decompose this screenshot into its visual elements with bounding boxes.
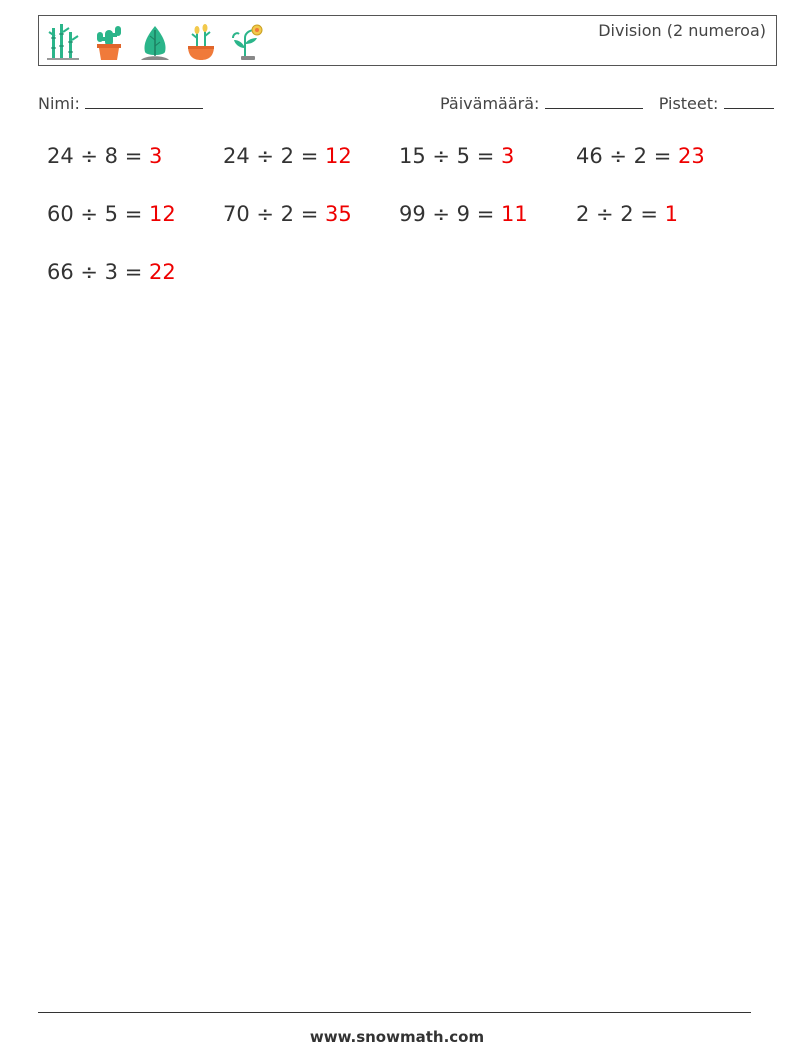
problem-answer: 35	[324, 202, 352, 226]
problem-question: 46 ÷ 2 =	[576, 144, 678, 168]
problem-grid	[47, 144, 767, 318]
problem-answer: 3	[500, 144, 515, 168]
flower-icon	[229, 22, 265, 62]
name-field	[38, 93, 203, 113]
problem	[399, 202, 528, 226]
name-line[interactable]	[85, 93, 203, 109]
problem-answer: 1	[664, 202, 678, 226]
footer-divider	[38, 1012, 751, 1013]
problem-row	[47, 202, 767, 260]
problem-row	[47, 144, 767, 202]
problem	[223, 144, 352, 168]
problem	[47, 202, 176, 226]
date-label: Päivämäärä:	[440, 94, 540, 113]
problem-answer: 22	[148, 260, 176, 284]
problem	[399, 144, 514, 168]
problem-question: 70 ÷ 2 =	[223, 202, 325, 226]
header-icons	[45, 20, 265, 64]
problem-answer: 23	[677, 144, 705, 168]
cactus-icon	[91, 22, 127, 62]
wheat-pot-icon	[183, 22, 219, 62]
footer-site[interactable]: www.snowmath.com	[309, 1028, 485, 1046]
problem	[223, 202, 352, 226]
score-label: Pisteet:	[658, 94, 719, 113]
date-line[interactable]	[545, 93, 643, 109]
problem-question: 66 ÷ 3 =	[47, 260, 149, 284]
problem-row	[47, 260, 767, 318]
score-line[interactable]	[724, 93, 774, 109]
worksheet-title: Division (2 numeroa)	[598, 21, 766, 40]
worksheet-header	[38, 15, 777, 66]
problem-question: 99 ÷ 9 =	[399, 202, 501, 226]
problem	[47, 144, 162, 168]
problem-answer: 12	[148, 202, 176, 226]
problem-question: 24 ÷ 8 =	[47, 144, 149, 168]
problem-question: 24 ÷ 2 =	[223, 144, 325, 168]
date-score-fields	[440, 93, 774, 113]
bamboo-icon	[45, 22, 81, 62]
problem-question: 15 ÷ 5 =	[399, 144, 501, 168]
problem	[47, 260, 176, 284]
problem-answer: 3	[148, 144, 163, 168]
problem-answer: 12	[324, 144, 352, 168]
problem	[576, 202, 678, 226]
problem-question: 60 ÷ 5 =	[47, 202, 149, 226]
problem	[576, 144, 705, 168]
tree-icon	[137, 22, 173, 62]
name-label: Nimi:	[38, 94, 80, 113]
problem-answer: 11	[500, 202, 528, 226]
problem-question: 2 ÷ 2 =	[576, 202, 665, 226]
